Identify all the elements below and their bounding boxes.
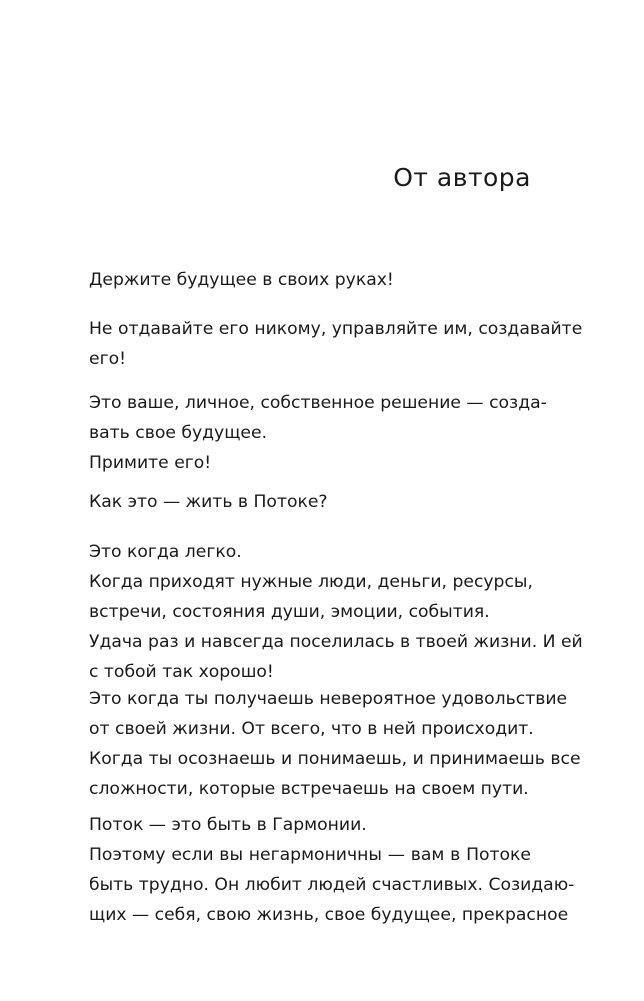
paragraph-5 <box>89 537 583 687</box>
text-line: Примите его! <box>89 453 212 473</box>
paragraph-7 <box>89 810 575 930</box>
text-line: Держите будущее в своих руках! <box>89 270 394 290</box>
text-line: Поток — это быть в Гармонии. <box>89 815 367 835</box>
text-line: Не отдавайте его никому, управляйте им, создавайте <box>89 319 583 339</box>
text-line: Это когда легко. <box>89 542 242 562</box>
text-line: сложности, которые встречаешь на своем пути. <box>89 779 529 799</box>
text-line: вать свое будущее. <box>89 423 268 443</box>
paragraph-2 <box>89 314 583 374</box>
text-line: встречи, состояния души, эмоции, события. <box>89 602 490 622</box>
paragraph-6 <box>89 684 581 804</box>
chapter-title: От автора <box>393 163 531 192</box>
paragraph-1 <box>89 265 531 295</box>
text-line: Когда приходят нужные люди, деньги, ресурсы, <box>89 572 533 592</box>
text-line: Это когда ты получаешь невероятное удовольствие <box>89 689 568 709</box>
text-line: Когда ты осознаешь и понимаешь, и принимаешь все <box>89 749 581 769</box>
text-line: с тобой так хорошо! <box>89 662 274 682</box>
text-line: его! <box>89 349 127 369</box>
text-line: Как это — жить в Потоке? <box>89 492 328 512</box>
text-line: от своей жизни. От всего, что в ней происходит. <box>89 719 534 739</box>
paragraph-4 <box>89 487 531 517</box>
paragraph-3 <box>89 388 547 478</box>
text-line: Удача раз и навсегда поселилась в твоей жизни. И ей <box>89 632 583 652</box>
text-line: быть трудно. Он любит людей счастливых. Созидаю- <box>89 875 575 895</box>
text-line: Это ваше, личное, собственное решение — созда- <box>89 393 547 413</box>
text-line: щих — себя, свою жизнь, свое будущее, прекрасное <box>89 905 569 925</box>
text-line: Поэтому если вы негармоничны — вам в Потоке <box>89 845 531 865</box>
